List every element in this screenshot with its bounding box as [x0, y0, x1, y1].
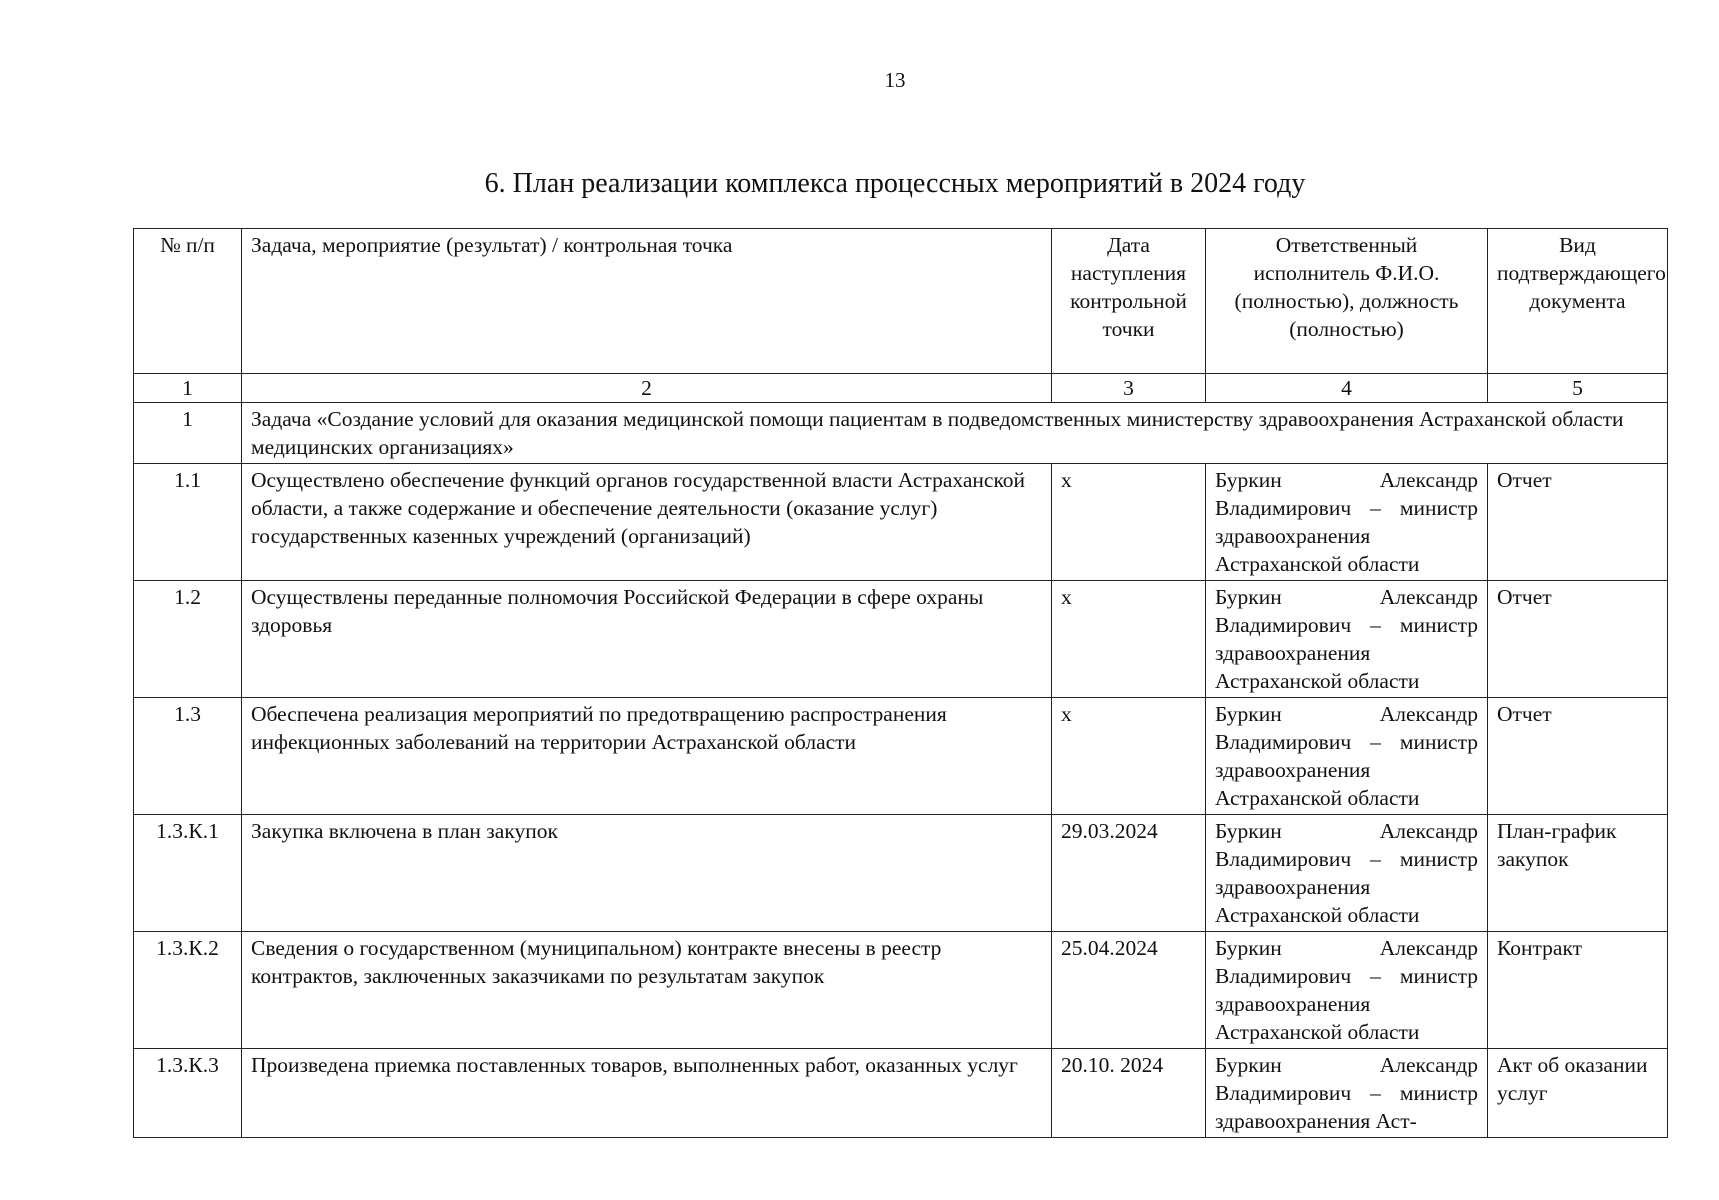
row-responsible: Буркин Александр Владимирович – министр здравоохранения Астраханской области: [1206, 581, 1488, 698]
row-date: х: [1052, 581, 1206, 698]
header-doc: Вид подтверждающего документа: [1488, 229, 1668, 374]
row-num: 1.2: [134, 581, 242, 698]
plan-table: [133, 228, 1668, 1138]
table-row: [134, 1049, 1668, 1138]
row-date: х: [1052, 464, 1206, 581]
row-responsible: Буркин Александр Владимирович – министр здравоохранения Астраханской области: [1206, 815, 1488, 932]
row-num: 1.3.К.1: [134, 815, 242, 932]
row-responsible: Буркин Александр Владимирович – министр здравоохранения Астраханской области: [1206, 698, 1488, 815]
row-responsible: Буркин Александр Владимирович – министр здравоохранения Астраханской области: [1206, 932, 1488, 1049]
column-number: 4: [1206, 374, 1488, 403]
row-doc: Отчет: [1488, 581, 1668, 698]
header-row: [134, 229, 1668, 374]
row-date: 29.03.2024: [1052, 815, 1206, 932]
row-num: 1.1: [134, 464, 242, 581]
column-number: 3: [1052, 374, 1206, 403]
row-text: Сведения о государственном (муниципальном) контракте внесены в реестр контрактов, заключенных заказчиками по результатам закупок: [242, 932, 1052, 1049]
table-row: [134, 581, 1668, 698]
table-row: [134, 698, 1668, 815]
table-row: [134, 464, 1668, 581]
row-num: 1.3.К.3: [134, 1049, 242, 1138]
task-section-num: 1: [134, 403, 242, 464]
task-section-text: Задача «Создание условий для оказания медицинской помощи пациентам в подведомственных министерству здравоохранения Астраханской области медицинских организациях»: [242, 403, 1668, 464]
row-text: Осуществлены переданные полномочия Российской Федерации в сфере охраны здоровья: [242, 581, 1052, 698]
table-row: [134, 815, 1668, 932]
header-num: № п/п: [134, 229, 242, 374]
row-responsible: Буркин Александр Владимирович – министр здравоохранения Аст-: [1206, 1049, 1488, 1138]
row-doc: Отчет: [1488, 464, 1668, 581]
row-text: Произведена приемка поставленных товаров, выполненных работ, оказанных услуг: [242, 1049, 1052, 1138]
header-task: Задача, мероприятие (результат) / контрольная точка: [242, 229, 1052, 374]
row-num: 1.3.К.2: [134, 932, 242, 1049]
row-responsible: Буркин Александр Владимирович – министр здравоохранения Астраханской области: [1206, 464, 1488, 581]
row-text: Осуществлено обеспечение функций органов государственной власти Астраханской области, а также содержание и обеспечение деятельности (оказание услуг) государственных казенных учреждений (организаций): [242, 464, 1052, 581]
page-number: 13: [884, 68, 906, 92]
header-responsible: Ответственный исполнитель Ф.И.О. (полностью), должность (полностью): [1206, 229, 1488, 374]
page-title: 6. План реализации комплекса процессных мероприятий в 2024 году: [484, 168, 1306, 199]
row-num: 1.3: [134, 698, 242, 815]
row-text: Закупка включена в план закупок: [242, 815, 1052, 932]
task-section-row: [134, 403, 1668, 464]
row-doc: План-график закупок: [1488, 815, 1668, 932]
row-doc: Отчет: [1488, 698, 1668, 815]
row-doc: Акт об оказании услуг: [1488, 1049, 1668, 1138]
row-text: Обеспечена реализация мероприятий по предотвращению распространения инфекционных заболеваний на территории Астраханской области: [242, 698, 1052, 815]
row-date: 25.04.2024: [1052, 932, 1206, 1049]
column-number: 5: [1488, 374, 1668, 403]
column-number: 1: [134, 374, 242, 403]
header-date: Дата наступления контрольной точки: [1052, 229, 1206, 374]
column-number: 2: [242, 374, 1052, 403]
column-numbers-row: [134, 374, 1668, 403]
row-date: 20.10. 2024: [1052, 1049, 1206, 1138]
row-date: х: [1052, 698, 1206, 815]
table-row: [134, 932, 1668, 1049]
row-doc: Контракт: [1488, 932, 1668, 1049]
